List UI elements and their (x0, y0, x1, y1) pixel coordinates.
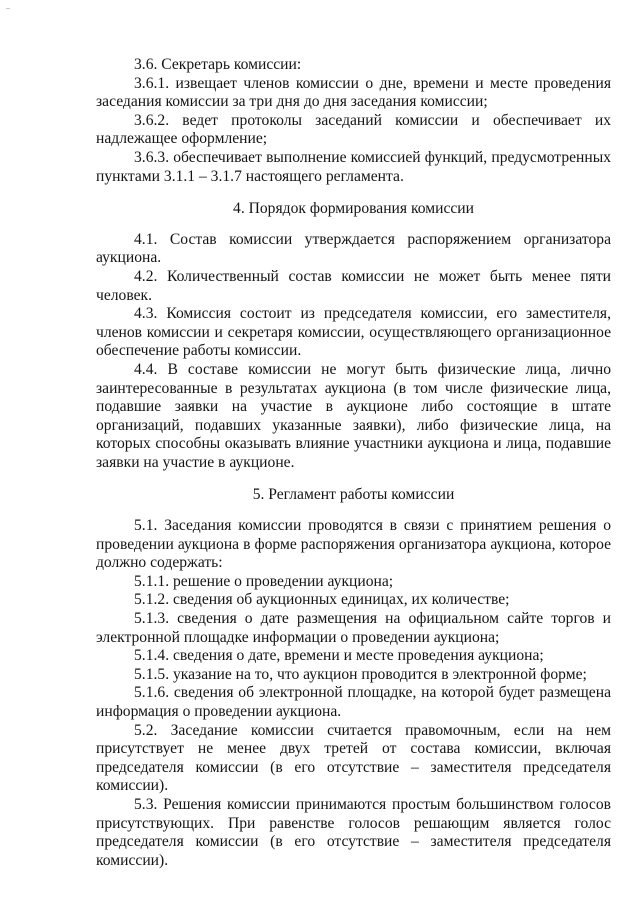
scan-artifact (6, 8, 10, 9)
paragraph-4-2: 4.2. Количественный состав комиссии не может быть менее пяти человек. (96, 267, 611, 304)
paragraph-3-6-2: 3.6.2. ведет протоколы заседаний комиссии и обеспечивает их надлежащее оформление; (96, 111, 611, 148)
document-body (96, 56, 611, 870)
section-heading-4: 4. Порядок формирования комиссии (233, 200, 474, 218)
paragraph-4-3: 4.3. Комиссия состоит из председателя комиссии, его заместителя, членов комиссии и секретаря комиссии, осуществляющего организационное обеспечение работы комиссии. (96, 305, 611, 360)
paragraph-4-4: 4.4. В составе комиссии не могут быть физические лица, лично заинтересованные в результатах аукциона (в том числе физические лица, подавшие заявки на участие в аукционе либо состоящие в штате организаций, подавших указанные заявки), либо физические лица, на которых способны оказывать влияние участники аукциона и лица, подавшие заявки на участие в аукционе. (96, 360, 611, 471)
paragraph-5-1-2: 5.1.2. сведения об аукционных единицах, их количестве; (134, 591, 510, 609)
paragraph-4-1: 4.1. Состав комиссии утверждается распоряжением организатора аукциона. (96, 230, 611, 267)
paragraph-3-6-1: 3.6.1. извещает членов комиссии о дне, времени и месте проведения заседания комиссии за три дня до дня заседания комиссии; (96, 74, 611, 111)
paragraph-5-1: 5.1. Заседания комиссии проводятся в связи с принятием решения о проведении аукциона в форме распоряжения организатора аукциона, которое должно содержать: (96, 517, 611, 572)
paragraph-5-1-5: 5.1.5. указание на то, что аукцион проводится в электронной форме; (134, 665, 587, 683)
paragraph-5-2: 5.2. Заседание комиссии считается правомочным, если на нем присутствует не менее двух третей от состава комиссии, включая председателя комиссии (в его отсутствие – заместителя председателя комиссии). (96, 721, 611, 795)
section-heading-5: 5. Регламент работы комиссии (252, 486, 455, 504)
paragraph-3-6-3: 3.6.3. обеспечивает выполнение комиссией функций, предусмотренных пунктами 3.1.1 – 3.1.7 настоящего регламента. (96, 148, 611, 185)
paragraph-5-3: 5.3. Решения комиссии принимаются простым большинством голосов присутствующих. При равенстве голосов решающим является голос председателя комиссии (в его отсутствие – заместителя председателя комиссии). (96, 795, 611, 869)
paragraph-3-6: 3.6. Секретарь комиссии: (134, 56, 302, 73)
paragraph-5-1-4: 5.1.4. сведения о дате, времени и месте проведения аукциона; (134, 647, 544, 665)
paragraph-5-1-3: 5.1.3. сведения о дате размещения на официальном сайте торгов и электронной площадке информации о проведении аукциона; (96, 610, 611, 646)
paragraph-5-1-1: 5.1.1. решение о проведении аукциона; (134, 572, 394, 590)
paragraph-5-1-6: 5.1.6. сведения об электронной площадке, на которой будет размещена информация о проведении аукциона. (96, 684, 611, 720)
